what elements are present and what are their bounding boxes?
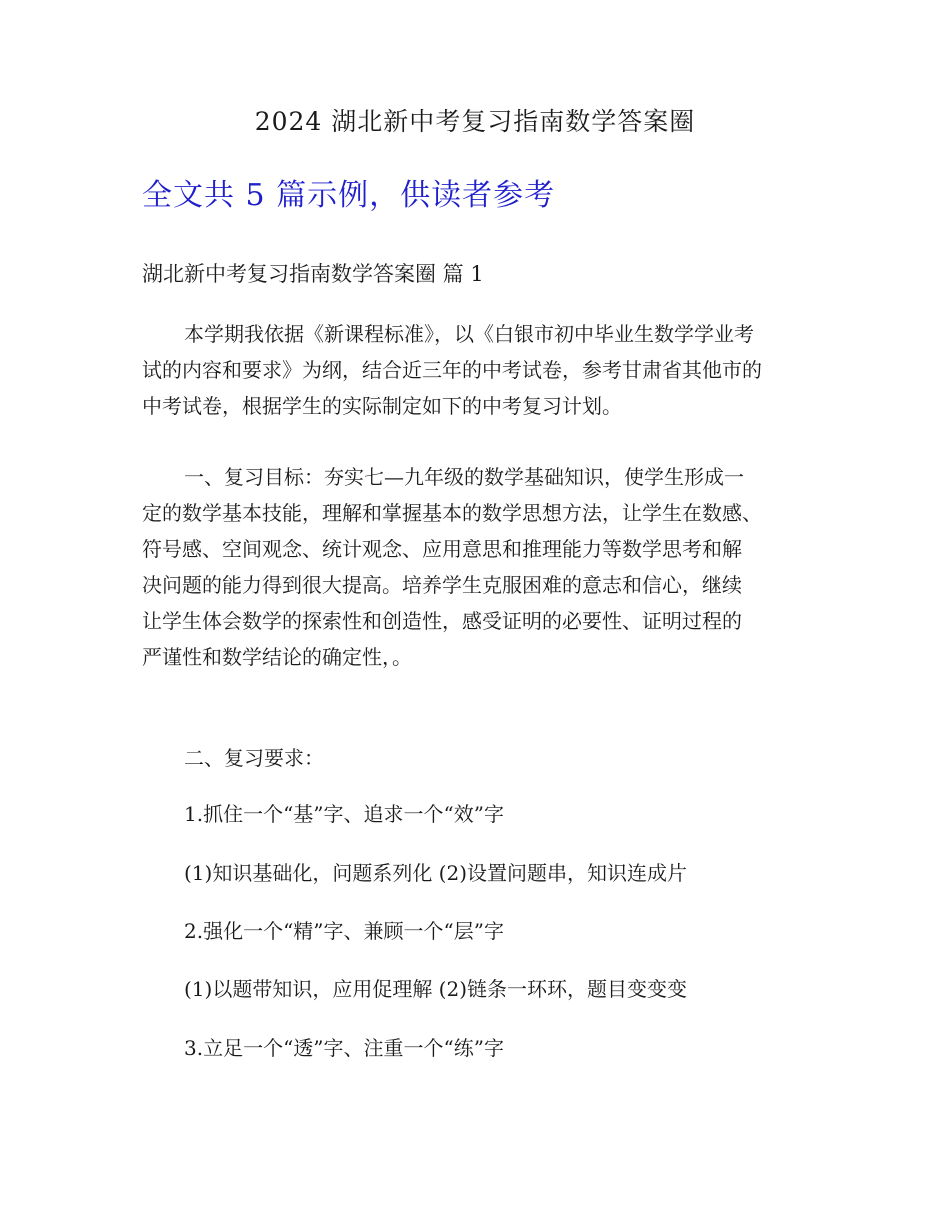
review-requirements-heading: 二、复习要求：: [184, 746, 324, 770]
document-title: 2024 湖北新中考复习指南数学答案圈: [254, 107, 696, 136]
list-item: 1.抓住一个“基”字、追求一个“效”字: [184, 802, 504, 826]
list-item: 2.强化一个“精”字、兼顾一个“层”字: [184, 919, 504, 943]
paragraph-line: 一、复习目标：夯实七—九年级的数学基础知识，使学生形成一: [184, 465, 744, 489]
paragraph-line: 严谨性和数学结论的确定性，。: [142, 645, 412, 669]
paragraph-line: 定的数学基本技能，理解和掌握基本的数学思想方法，让学生在数感、: [142, 501, 762, 525]
paragraph-line: 符号感、空间观念、统计观念、应用意思和推理能力等数学思考和解: [142, 537, 742, 561]
document-subtitle: 全文共 5 篇示例，供读者参考: [142, 178, 556, 213]
list-item: (1)以题带知识，应用促理解 (2)链条一环环，题目变变变: [184, 977, 688, 1001]
paragraph-line: 让学生体会数学的探索性和创造性，感受证明的必要性、证明过程的: [142, 609, 742, 633]
paragraph-intro: [142, 316, 842, 424]
paragraph-line: 决问题的能力得到很大提高。培养学生克服困难的意志和信心，继续: [142, 573, 742, 597]
paragraph-line: 本学期我依据《新课程标准》，以《白银市初中毕业生数学学业考: [184, 322, 754, 346]
list-item: (1)知识基础化，问题系列化 (2)设置问题串，知识连成片: [184, 861, 688, 885]
list-item: 3.立足一个“透”字、注重一个“练”字: [184, 1036, 504, 1060]
section-heading: 湖北新中考复习指南数学答案圈 篇 1: [142, 262, 484, 286]
paragraph-review-goals: [142, 459, 842, 675]
paragraph-line: 试的内容和要求》为纲，结合近三年的中考试卷，参考甘肃省其他市的: [142, 358, 762, 382]
paragraph-line: 中考试卷，根据学生的实际制定如下的中考复习计划。: [142, 394, 622, 418]
